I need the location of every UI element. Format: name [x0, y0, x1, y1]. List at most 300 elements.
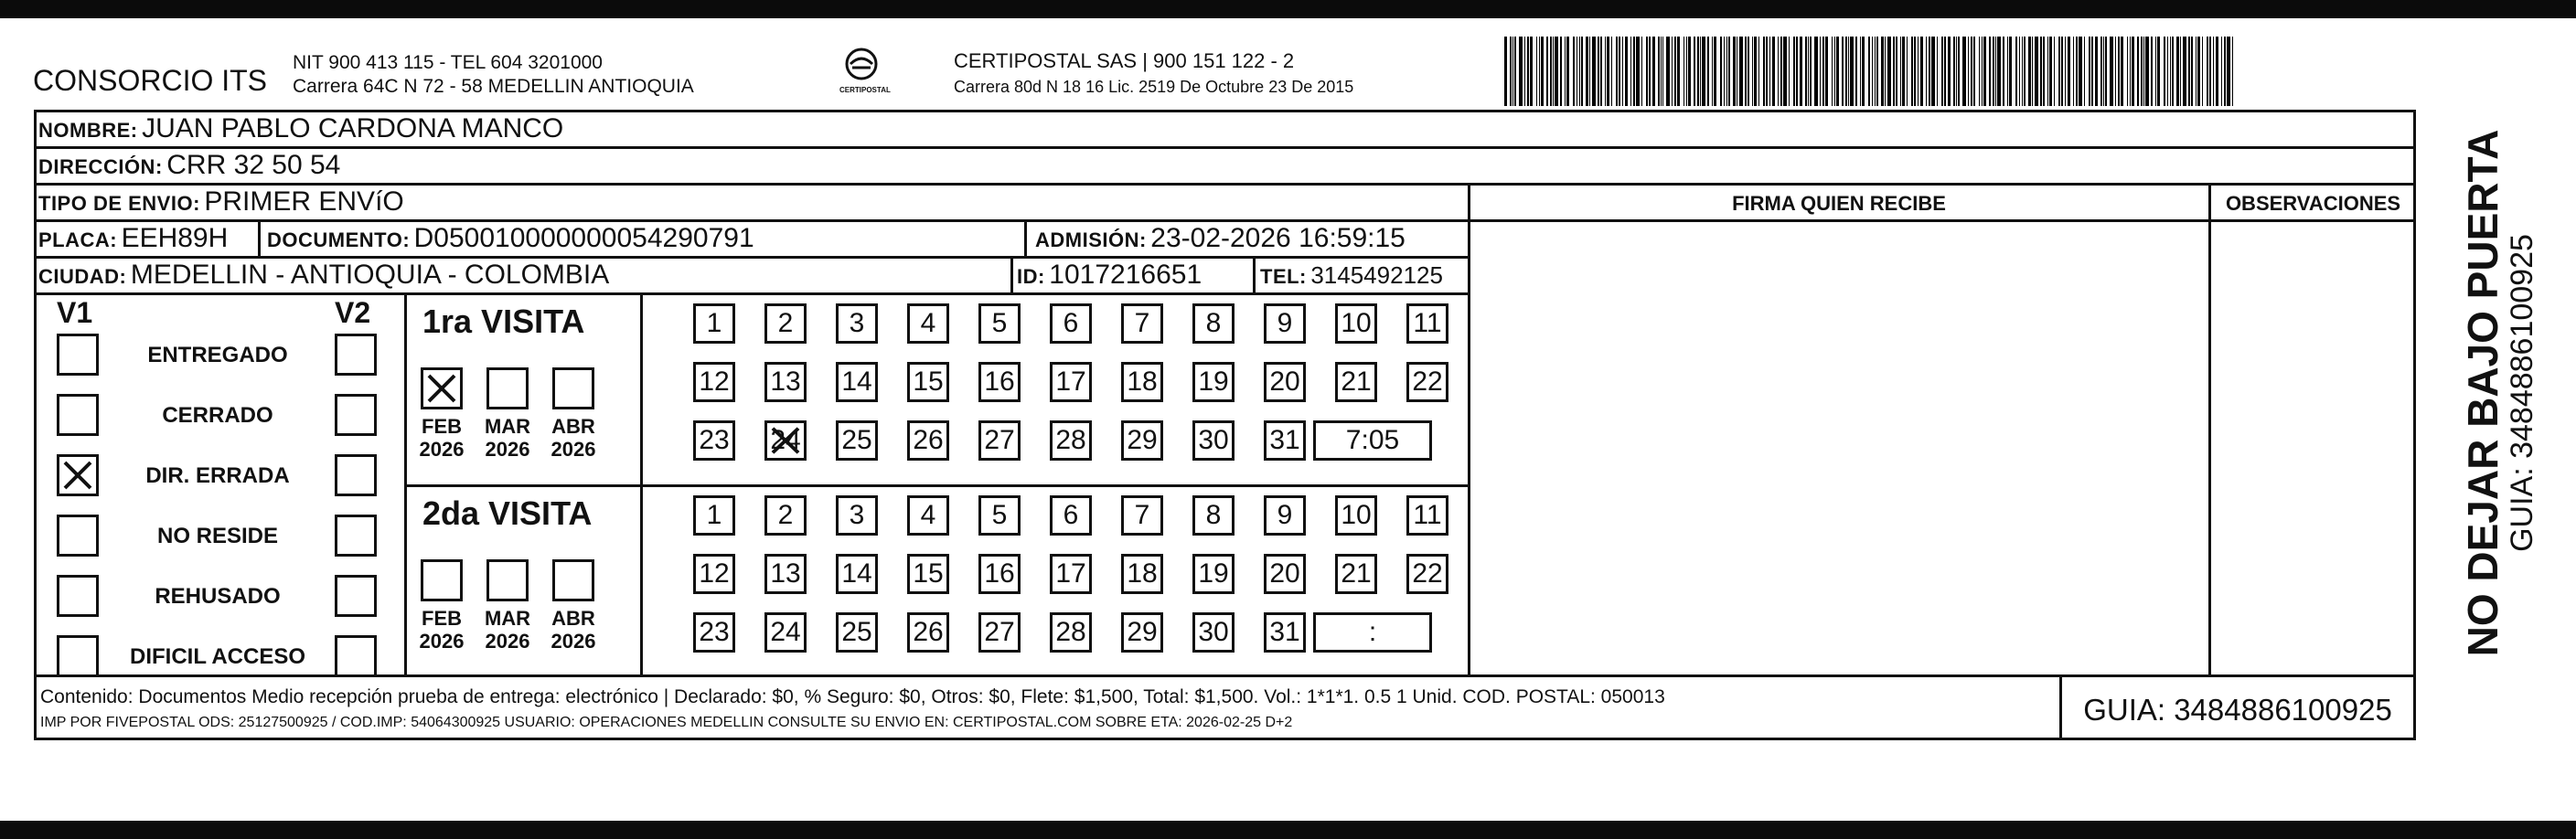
day-box[interactable] — [978, 420, 1021, 461]
day-box[interactable] — [1406, 362, 1448, 402]
barcode-bar — [2167, 37, 2168, 106]
day-box[interactable] — [1192, 362, 1235, 402]
day-box[interactable] — [907, 554, 949, 594]
row-line — [34, 146, 2416, 149]
barcode-bar — [1850, 37, 1854, 106]
barcode-bar — [1783, 37, 1787, 106]
day-box[interactable] — [1192, 420, 1235, 461]
day-box[interactable] — [764, 612, 807, 653]
day-number: 20 — [1269, 366, 1300, 397]
visits-divider — [640, 292, 643, 674]
visit-title: 2da VISITA — [422, 494, 593, 532]
barcode-bar — [1796, 37, 1798, 106]
day-box[interactable] — [1121, 612, 1163, 653]
day-box[interactable] — [693, 362, 735, 402]
month-checkbox[interactable] — [486, 367, 529, 409]
barcode-bar — [1855, 37, 1857, 106]
barcode-bar — [1808, 37, 1809, 106]
barcode-bar — [1820, 37, 1821, 106]
month-year: 2026 — [419, 630, 465, 653]
barcode-bar — [1780, 37, 1782, 106]
barcode-bar — [1720, 37, 1722, 106]
month-checkbox[interactable] — [552, 367, 594, 409]
month-name: MAR — [484, 415, 531, 438]
barcode-bar — [2157, 37, 2160, 106]
day-number: 29 — [1127, 617, 1158, 647]
day-number: 25 — [841, 425, 872, 455]
day-box[interactable] — [978, 612, 1021, 653]
barcode-bar — [2091, 37, 2093, 106]
day-number: 17 — [1055, 558, 1086, 589]
barcode-bar — [1573, 37, 1575, 106]
month-checkbox[interactable] — [421, 559, 463, 601]
documento-cell — [267, 225, 754, 252]
barcode-bar — [1646, 37, 1648, 106]
direccion-value: CRR 32 50 54 — [166, 150, 341, 180]
barcode-bar — [1661, 37, 1662, 106]
barcode-bar — [1793, 37, 1795, 106]
day-number: 10 — [1341, 500, 1372, 530]
cell-divider — [1010, 256, 1013, 292]
day-number: 15 — [913, 558, 944, 589]
barcode-bar — [1885, 37, 1886, 106]
status-divider — [404, 292, 407, 674]
barcode — [1504, 37, 2236, 106]
day-number: 14 — [841, 558, 872, 589]
barcode-bar — [2141, 37, 2143, 106]
signature-divider — [1468, 183, 1470, 674]
barcode-bar — [1586, 37, 1588, 106]
check-mark-icon — [423, 370, 460, 407]
day-box[interactable] — [978, 495, 1021, 536]
visit-divider — [404, 484, 1468, 487]
barcode-bar — [1778, 37, 1779, 106]
day-box[interactable] — [978, 303, 1021, 344]
barcode-bar — [2213, 37, 2214, 106]
day-number: 8 — [1205, 500, 1222, 530]
barcode-bar — [1872, 37, 1873, 106]
barcode-bar — [1937, 37, 1938, 106]
month-year: 2026 — [419, 438, 465, 462]
barcode-bar — [1666, 37, 1670, 106]
day-box[interactable] — [764, 495, 807, 536]
barcode-bar — [2040, 37, 2042, 106]
barcode-bar — [1993, 37, 1994, 106]
barcode-bar — [1674, 37, 1676, 106]
day-box[interactable] — [1050, 420, 1092, 461]
company-address: Carrera 64C N 72 - 58 MEDELLIN ANTIOQUIA — [293, 76, 694, 97]
barcode-bar — [1953, 37, 1955, 106]
day-number: 22 — [1412, 558, 1443, 589]
barcode-bar — [1579, 37, 1580, 106]
day-box[interactable] — [764, 554, 807, 594]
barcode-bar — [1875, 37, 1876, 106]
barcode-bar — [1619, 37, 1620, 106]
barcode-bar — [2103, 37, 2104, 106]
barcode-bar — [2145, 37, 2149, 106]
nombre-label: NOMBRE: — [38, 119, 138, 142]
barcode-bar — [1825, 37, 1828, 106]
day-box[interactable] — [1121, 362, 1163, 402]
day-box[interactable] — [978, 362, 1021, 402]
day-box[interactable] — [1050, 362, 1092, 402]
v1-checkbox[interactable] — [57, 394, 99, 436]
barcode-bar — [1958, 37, 1960, 106]
barcode-bar — [2170, 37, 2171, 106]
barcode-bar — [1733, 37, 1736, 106]
day-box[interactable] — [1121, 420, 1163, 461]
barcode-bar — [2180, 37, 2181, 106]
day-box[interactable] — [836, 362, 878, 402]
month-label — [476, 415, 540, 462]
month-name: FEB — [422, 607, 462, 630]
barcode-bar — [2209, 37, 2211, 106]
v1-checkbox[interactable] — [57, 515, 99, 557]
v1-checkbox[interactable] — [57, 575, 99, 617]
barcode-bar — [2224, 37, 2226, 106]
barcode-bar — [1504, 37, 1507, 106]
v1-checkbox[interactable] — [57, 334, 99, 376]
tel-cell — [1260, 263, 1443, 287]
day-number: 16 — [984, 366, 1015, 397]
barcode-bar — [2130, 37, 2131, 106]
day-box[interactable] — [836, 612, 878, 653]
barcode-bar — [1616, 37, 1618, 106]
barcode-bar — [2079, 37, 2082, 106]
barcode-bar — [1607, 37, 1609, 106]
day-box[interactable] — [693, 554, 735, 594]
day-box[interactable] — [1050, 495, 1092, 536]
day-box[interactable] — [1192, 303, 1235, 344]
day-box[interactable] — [1264, 362, 1306, 402]
day-box[interactable] — [1050, 303, 1092, 344]
v1-checkbox[interactable] — [57, 635, 99, 677]
day-box[interactable] — [1121, 303, 1163, 344]
barcode-bar — [1752, 37, 1753, 106]
day-box[interactable] — [764, 420, 807, 461]
v2-checkbox[interactable] — [335, 515, 377, 557]
barcode-bar — [1581, 37, 1583, 106]
barcode-bar — [2216, 37, 2218, 106]
barcode-bar — [1832, 37, 1833, 106]
month-year: 2026 — [550, 630, 596, 653]
check-mark-icon — [767, 423, 804, 458]
barcode-bar — [2127, 37, 2128, 106]
day-box[interactable] — [1406, 495, 1448, 536]
direccion-row — [38, 152, 340, 179]
day-box[interactable] — [693, 303, 735, 344]
day-number: 7 — [1134, 308, 1150, 338]
imp-text: IMP POR FIVEPOSTAL ODS: 25127500925 / COD.IMP: 54064300925 USUARIO: OPERACIONES MEDELLIN CONSULTE SU ENVIO EN: CERTIPOSTAL.COM SOBRE ETA: 2026-02-25 D+2 — [40, 715, 1293, 730]
day-box[interactable] — [836, 420, 878, 461]
barcode-bar — [1772, 37, 1775, 106]
day-number: 17 — [1055, 366, 1086, 397]
day-number: 6 — [1063, 500, 1079, 530]
month-checkbox[interactable] — [552, 559, 594, 601]
barcode-bar — [1926, 37, 1927, 106]
barcode-bar — [1968, 37, 1969, 106]
barcode-bar — [2188, 37, 2190, 106]
day-box[interactable] — [1264, 554, 1306, 594]
barcode-bar — [1560, 37, 1562, 106]
day-box[interactable] — [978, 554, 1021, 594]
barcode-bar — [1536, 37, 1537, 106]
barcode-bar — [1845, 37, 1847, 106]
barcode-bar — [1989, 37, 1991, 106]
v2-checkbox[interactable] — [335, 635, 377, 677]
day-number: 1 — [706, 500, 722, 530]
v2-checkbox[interactable] — [335, 394, 377, 436]
barcode-bar — [1914, 37, 1916, 106]
day-number: 13 — [770, 558, 801, 589]
day-number: 22 — [1412, 366, 1443, 397]
barcode-bar — [1611, 37, 1612, 106]
day-box[interactable] — [1050, 554, 1092, 594]
barcode-bar — [2007, 37, 2008, 106]
day-box[interactable] — [1406, 554, 1448, 594]
barcode-bar — [1900, 37, 1901, 106]
barcode-bar — [2089, 37, 2090, 106]
barcode-bar — [1962, 37, 1966, 106]
day-number: 30 — [1198, 425, 1229, 455]
day-box[interactable] — [1192, 612, 1235, 653]
barcode-bar — [1893, 37, 1895, 106]
day-box[interactable] — [693, 612, 735, 653]
day-number: 29 — [1127, 425, 1158, 455]
day-number: 11 — [1413, 500, 1442, 530]
day-box[interactable] — [1335, 554, 1377, 594]
barcode-bar — [1800, 37, 1802, 106]
tel-label: TEL: — [1260, 265, 1307, 288]
firma-label: FIRMA QUIEN RECIBE — [1732, 192, 1946, 215]
day-number: 2 — [777, 500, 794, 530]
tipo-value: PRIMER ENVíO — [204, 186, 404, 217]
day-box[interactable] — [1264, 303, 1306, 344]
barcode-bar — [1971, 37, 1972, 106]
barcode-bar — [2100, 37, 2102, 106]
day-number: 27 — [984, 617, 1015, 647]
day-number: 20 — [1269, 558, 1300, 589]
day-box[interactable] — [693, 420, 735, 461]
day-box[interactable] — [764, 362, 807, 402]
barcode-bar — [1524, 37, 1525, 106]
barcode-bar — [1983, 37, 1986, 106]
day-number: 6 — [1063, 308, 1079, 338]
day-box[interactable] — [693, 495, 735, 536]
barcode-bar — [1527, 37, 1529, 106]
barcode-bar — [1868, 37, 1870, 106]
month-checkbox[interactable] — [486, 559, 529, 601]
barcode-bar — [1789, 37, 1790, 106]
day-box[interactable] — [836, 495, 878, 536]
id-value: 1017216651 — [1049, 260, 1202, 290]
day-number: 24 — [770, 425, 801, 455]
day-number: 12 — [699, 366, 730, 397]
day-number: 3 — [849, 308, 865, 338]
day-box[interactable] — [907, 420, 949, 461]
barcode-bar — [2121, 37, 2123, 106]
v2-checkbox[interactable] — [335, 454, 377, 496]
status-label: CERRADO — [162, 403, 273, 428]
nombre-row — [38, 115, 563, 143]
day-box[interactable] — [836, 554, 878, 594]
barcode-bar — [1887, 37, 1891, 106]
barcode-bar — [2065, 37, 2066, 106]
day-number: 15 — [913, 366, 944, 397]
row-line — [34, 183, 2416, 186]
company-name: CONSORCIO ITS — [33, 64, 268, 97]
time-value: 7:05 — [1345, 425, 1400, 455]
v2-checkbox[interactable] — [335, 334, 377, 376]
barcode-bar — [1688, 37, 1691, 106]
barcode-bar — [2047, 37, 2048, 106]
month-label — [476, 607, 540, 653]
barcode-bar — [1589, 37, 1590, 106]
barcode-bar — [1707, 37, 1709, 106]
status-label: NO RESIDE — [156, 524, 279, 548]
day-box[interactable] — [836, 303, 878, 344]
placa-label: PLACA: — [38, 228, 118, 251]
month-name: MAR — [484, 607, 531, 630]
barcode-bar — [1769, 37, 1770, 106]
barcode-bar — [1805, 37, 1807, 106]
barcode-bar — [2118, 37, 2120, 106]
courier-name: CERTIPOSTAL SAS | 900 151 122 - 2 — [954, 49, 1295, 72]
time-box[interactable] — [1313, 612, 1432, 653]
barcode-bar — [1712, 37, 1713, 106]
day-box[interactable] — [1192, 554, 1235, 594]
barcode-bar — [2183, 37, 2186, 106]
barcode-bar — [1944, 37, 1946, 106]
month-name: ABR — [551, 415, 595, 438]
month-checkbox[interactable] — [421, 367, 463, 409]
day-box[interactable] — [1335, 495, 1377, 536]
barcode-bar — [1766, 37, 1768, 106]
month-year: 2026 — [485, 630, 530, 653]
barcode-bar — [1683, 37, 1684, 106]
barcode-bar — [1763, 37, 1765, 106]
day-box[interactable] — [764, 303, 807, 344]
status-label: ENTREGADO — [147, 343, 288, 367]
barcode-bar — [1702, 37, 1705, 106]
barcode-bar — [2015, 37, 2017, 106]
day-box[interactable] — [1192, 495, 1235, 536]
day-box[interactable] — [1406, 303, 1448, 344]
day-number: 21 — [1341, 558, 1372, 589]
ciudad-label: CIUDAD: — [38, 265, 127, 288]
day-number: 14 — [841, 366, 872, 397]
day-number: 5 — [991, 308, 1008, 338]
day-box[interactable] — [1050, 612, 1092, 653]
company-nit: NIT 900 413 115 - TEL 604 3201000 — [293, 52, 603, 73]
barcode-bar — [1592, 37, 1596, 106]
barcode-bar — [2084, 37, 2085, 106]
day-number: 13 — [770, 366, 801, 397]
day-box[interactable] — [1264, 495, 1306, 536]
day-number: 1 — [706, 308, 722, 338]
barcode-bar — [1600, 37, 1602, 106]
day-box[interactable] — [1335, 303, 1377, 344]
day-number: 7 — [1134, 500, 1150, 530]
barcode-bar — [1862, 37, 1865, 106]
day-box[interactable] — [1121, 554, 1163, 594]
barcode-bar — [2105, 37, 2107, 106]
barcode-bar — [1941, 37, 1943, 106]
day-number: 8 — [1205, 308, 1222, 338]
day-box[interactable] — [1264, 612, 1306, 653]
barcode-bar — [1677, 37, 1680, 106]
v2-checkbox[interactable] — [335, 575, 377, 617]
day-box[interactable] — [907, 495, 949, 536]
barcode-bar — [2003, 37, 2004, 106]
side-panel — [2423, 129, 2542, 657]
barcode-bar — [2155, 37, 2156, 106]
day-number: 9 — [1277, 500, 1293, 530]
barcode-bar — [2202, 37, 2203, 106]
status-label: DIR. ERRADA — [145, 463, 290, 488]
day-number: 4 — [920, 308, 936, 338]
day-number: 18 — [1127, 558, 1158, 589]
barcode-bar — [2137, 37, 2139, 106]
day-box[interactable] — [907, 303, 949, 344]
day-box[interactable] — [1335, 362, 1377, 402]
barcode-bar — [1876, 37, 1878, 106]
month-label — [410, 415, 474, 462]
day-box[interactable] — [907, 362, 949, 402]
day-number: 23 — [699, 425, 730, 455]
day-box[interactable] — [1264, 420, 1306, 461]
barcode-bar — [1745, 37, 1747, 106]
month-year: 2026 — [550, 438, 596, 462]
barcode-bar — [2196, 37, 2197, 106]
day-number: 19 — [1198, 558, 1229, 589]
certipostal-logo — [839, 46, 891, 102]
day-box[interactable] — [1121, 495, 1163, 536]
barcode-bar — [1810, 37, 1812, 106]
barcode-bar — [2058, 37, 2060, 106]
day-number: 23 — [699, 617, 730, 647]
v1-checkbox[interactable] — [57, 454, 99, 496]
status-label: REHUSADO — [155, 584, 281, 609]
day-number: 24 — [770, 617, 801, 647]
barcode-bar — [1550, 37, 1552, 106]
time-value: : — [1368, 617, 1377, 647]
documento-value: D050010000000054290791 — [413, 223, 754, 253]
observaciones-label: OBSERVACIONES — [2225, 192, 2401, 215]
barcode-bar — [1686, 37, 1687, 106]
guia-footer: GUIA: 3484886100925 — [2083, 693, 2392, 727]
time-box[interactable] — [1313, 420, 1432, 461]
barcode-bar — [1834, 37, 1835, 106]
barcode-bar — [2043, 37, 2045, 106]
barcode-bar — [1748, 37, 1749, 106]
visit-title: 1ra VISITA — [422, 303, 585, 340]
day-number: 5 — [991, 500, 1008, 530]
barcode-bar — [1842, 37, 1844, 106]
barcode-bar — [1918, 37, 1919, 106]
day-box[interactable] — [907, 612, 949, 653]
v2-label: V2 — [335, 296, 371, 329]
courier-address: Carrera 80d N 18 16 Lic. 2519 De Octubre 23 De 2015 — [954, 78, 1354, 96]
month-year: 2026 — [485, 438, 530, 462]
month-label — [541, 415, 605, 462]
day-number: 26 — [913, 425, 944, 455]
barcode-bar — [2115, 37, 2116, 106]
day-number: 31 — [1269, 617, 1300, 647]
status-label: DIFICIL ACCESO — [129, 644, 305, 669]
barcode-bar — [1724, 37, 1725, 106]
barcode-bar — [2019, 37, 2020, 106]
